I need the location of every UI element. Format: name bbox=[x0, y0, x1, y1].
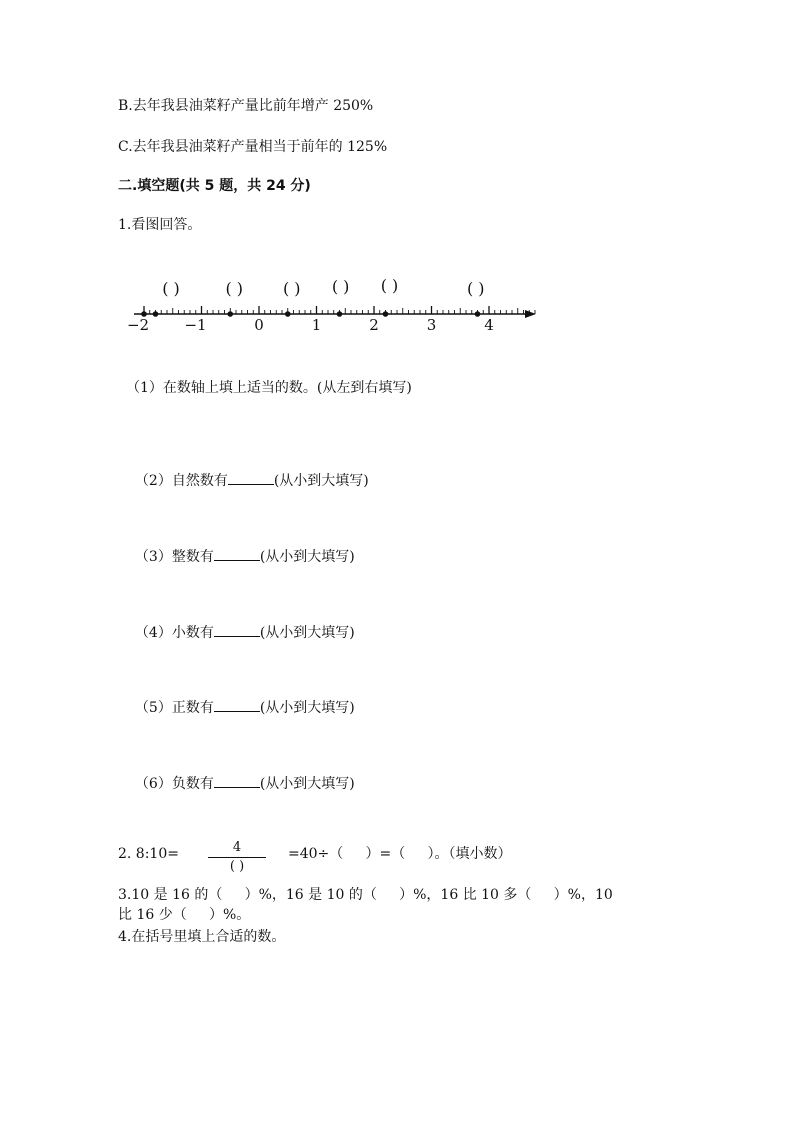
question-4-title: 4.在括号里填上合适的数。 bbox=[118, 929, 286, 945]
tick-label: 4 bbox=[484, 316, 494, 334]
tick-label: 2 bbox=[369, 316, 379, 334]
question-1-title: 1.看图回答。 bbox=[118, 217, 202, 233]
option-b: B.去年我县油菜籽产量比前年增产 250% bbox=[118, 98, 374, 114]
tick-label: −1 bbox=[184, 316, 207, 334]
q1-sub-2-prefix: （2）自然数有 bbox=[134, 473, 228, 489]
q1-sub-5 bbox=[126, 680, 355, 717]
number-point bbox=[337, 311, 343, 317]
fraction-bar bbox=[208, 857, 266, 858]
section-title: 二.填空题(共 5 题，共 24 分) bbox=[118, 178, 311, 194]
q1-sub-4-prefix: （4）小数有 bbox=[134, 625, 214, 641]
number-line-blank[interactable]: ( ) bbox=[225, 279, 244, 298]
number-line-blank[interactable]: ( ) bbox=[162, 279, 180, 298]
number-line-blank[interactable]: ( ) bbox=[466, 279, 485, 298]
question-3-line-2: 比 16 少（ ）%。 bbox=[118, 907, 251, 923]
fraction bbox=[208, 840, 266, 875]
answer-blank[interactable] bbox=[214, 547, 260, 561]
q1-sub-5-suffix: (从小到大填写) bbox=[259, 700, 355, 716]
question-2-prefix: 2. 8:10= bbox=[118, 846, 179, 862]
number-point bbox=[227, 311, 233, 317]
number-point bbox=[153, 311, 159, 317]
q1-sub-6-suffix: (从小到大填写) bbox=[259, 776, 355, 792]
number-line bbox=[120, 268, 550, 348]
number-point bbox=[475, 311, 481, 317]
q1-sub-2-suffix: (从小到大填写) bbox=[273, 473, 369, 489]
q1-sub-4 bbox=[126, 605, 355, 642]
fraction-denominator[interactable]: ( ) bbox=[229, 859, 245, 874]
q1-sub-6 bbox=[126, 756, 355, 793]
tick-label: 0 bbox=[254, 316, 264, 334]
option-c: C.去年我县油菜籽产量相当于前年的 125% bbox=[118, 139, 388, 155]
number-line-blank[interactable]: ( ) bbox=[331, 277, 350, 296]
number-point bbox=[285, 311, 291, 317]
answer-blank[interactable] bbox=[214, 698, 260, 712]
number-point bbox=[383, 311, 389, 317]
tick-label: 3 bbox=[426, 316, 437, 334]
q1-sub-6-prefix: （6）负数有 bbox=[134, 776, 214, 792]
answer-blank[interactable] bbox=[214, 623, 260, 637]
q1-sub-3 bbox=[126, 529, 355, 566]
question-3-line-1: 3.10 是 16 的（ ）%，16 是 10 的（ ）%，16 比 10 多（ ）%，10 bbox=[118, 887, 613, 903]
number-line-blank[interactable]: ( ) bbox=[282, 279, 301, 298]
q1-sub-3-prefix: （3）整数有 bbox=[134, 549, 214, 565]
q1-sub-4-suffix: (从小到大填写) bbox=[259, 625, 355, 641]
question-2-suffix: =40÷（ ）=（ ）。（填小数） bbox=[288, 846, 512, 862]
tick-label: −2 bbox=[126, 316, 150, 334]
q1-sub-2 bbox=[126, 453, 369, 490]
number-line-labels bbox=[127, 316, 494, 334]
q1-sub-5-prefix: （5）正数有 bbox=[134, 700, 214, 716]
answer-blank[interactable] bbox=[214, 774, 260, 788]
q1-sub-1: （1）在数轴上填上适当的数。(从左到右填写) bbox=[126, 380, 412, 396]
answer-blank[interactable] bbox=[228, 471, 274, 485]
tick-label: 1 bbox=[311, 316, 322, 334]
number-line-blank[interactable]: ( ) bbox=[380, 276, 399, 295]
q1-sub-3-suffix: (从小到大填写) bbox=[259, 549, 355, 565]
number-line-arrow bbox=[525, 310, 536, 318]
number-line-blanks bbox=[162, 276, 484, 298]
fraction-numerator: 4 bbox=[232, 840, 242, 855]
